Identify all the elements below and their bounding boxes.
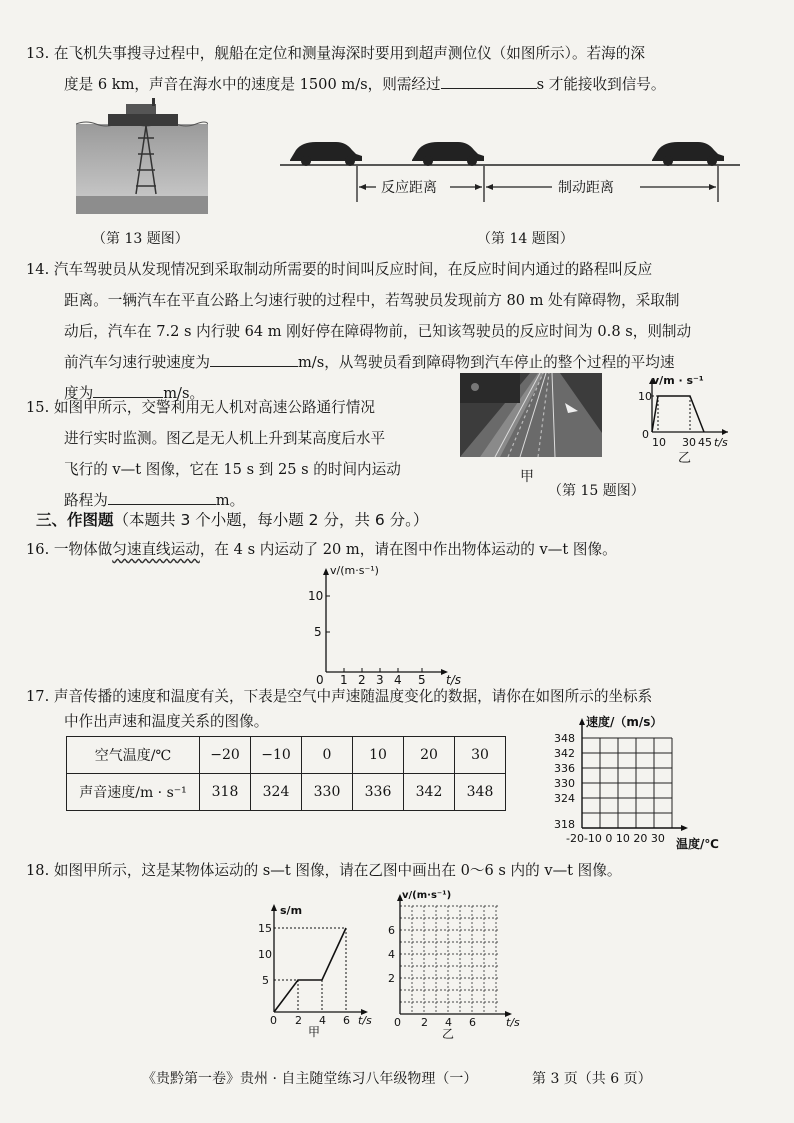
q17-y-tick: 336	[554, 762, 575, 775]
q18-line1: 18. 如图甲所示，这是某物体运动的 s—t 图像，请在乙图中画出在 0～6 s 内的 v—t 图像。	[26, 862, 622, 879]
fig15-label-jia: 甲	[520, 469, 534, 485]
q14-line3: 动后，汽车在 7.2 s 内行驶 64 m 刚好停在障碍物前，已知该驾驶员的反应时间为 0.8 s，则制动	[64, 323, 692, 340]
q18-st-x-tick: 4	[319, 1014, 326, 1027]
q15-line4: 路程为 m。	[64, 492, 245, 509]
q15-line3: 飞行的 v—t 图像，它在 15 s 到 25 s 的时间内运动	[64, 461, 401, 478]
q13-answer-blank[interactable]	[441, 87, 537, 89]
q18-st-y-tick: 10	[258, 948, 272, 961]
fig15-vt-graph	[628, 372, 740, 464]
q14-line1: 14. 汽车驾驶员从发现情况到采取制动所需要的时间叫反应时间，在反应时间内通过的路程叫反应	[26, 261, 653, 278]
q17-y-tick: 342	[554, 747, 575, 760]
fig13-caption: （第 13 题图）	[92, 231, 189, 247]
q16-x-tick-4: 4	[394, 673, 402, 687]
braking-distance-figure	[280, 130, 740, 210]
table-cell: 342	[404, 774, 455, 811]
q13-line1	[26, 38, 645, 69]
q17-y-tick: 330	[554, 777, 575, 790]
q17-line1: 17. 声音传播的速度和温度有关，下表是空气中声速随温度变化的数据，请你在如图所示的坐标系	[26, 688, 653, 705]
section-3-title: 三、作图题	[36, 511, 114, 529]
q16-x-tick-1: 1	[340, 673, 348, 687]
q18-st-caption: 甲	[308, 1025, 321, 1039]
q18-st-x-tick: 6	[343, 1014, 350, 1027]
q13-number: 13.	[26, 45, 50, 62]
q17-x-label: 温度/℃	[676, 837, 719, 851]
q18-vt-x-tick: 2	[421, 1016, 428, 1029]
q16-y-tick-5: 5	[314, 625, 322, 639]
q17-y-tick: 348	[554, 732, 575, 745]
q16-x-tick-3: 3	[376, 673, 384, 687]
q14-number: 14.	[26, 261, 50, 278]
table-cell: 30	[455, 737, 506, 774]
section-3-heading	[36, 508, 428, 530]
q16-x-tick-0: 0	[316, 673, 324, 687]
q14-line5: 度为 m/s。	[64, 385, 205, 402]
braking-distance-label: 制动距离	[558, 180, 614, 196]
table-header-speed: 声音速度/m · s⁻¹	[67, 774, 200, 811]
q16-x-tick-2: 2	[358, 673, 366, 687]
table-cell: 0	[302, 737, 353, 774]
reaction-distance-label: 反应距离	[381, 180, 437, 196]
q18-vt-x-label: t/s	[506, 1016, 520, 1029]
table-row	[67, 737, 506, 774]
footer-title: 《贵黔第一卷》贵州 · 自主随堂练习八年级物理（一）	[142, 1071, 478, 1087]
q18-vt-x-tick: 6	[469, 1016, 476, 1029]
q16-vt-axes[interactable]	[296, 560, 476, 688]
q18-st-x-tick: 2	[295, 1014, 302, 1027]
q16-x-label: t/s	[446, 673, 461, 687]
table-cell: −20	[200, 737, 251, 774]
q18-vt-grid[interactable]	[378, 886, 528, 1040]
page-number: 第 3 页（共 6 页）	[532, 1071, 652, 1087]
q15-line2: 进行实时监测。图乙是无人机上升到某高度后水平	[64, 430, 386, 447]
q16-line1: 16. 一物体做匀速直线运动，在 4 s 内运动了 20 m，请在图中作出物体运动的 v—t 图像。	[26, 541, 617, 558]
q15-answer-blank[interactable]	[108, 503, 216, 505]
q18-st-x-label: t/s	[358, 1014, 372, 1027]
sound-speed-table	[66, 736, 506, 811]
q16-x-tick-5: 5	[418, 673, 426, 687]
q18-st-y-tick: 15	[258, 922, 272, 935]
sonar-ship-figure	[76, 98, 208, 214]
q18-vt-y-label: v/(m·s⁻¹)	[402, 890, 452, 901]
q15-line1: 15. 如图甲所示，交警利用无人机对高速公路通行情况	[26, 399, 375, 416]
table-cell: 330	[302, 774, 353, 811]
q18-vt-x-tick: 0	[394, 1016, 401, 1029]
q17-x-ticks: -20-10 0 10 20 30	[566, 832, 665, 845]
q18-st-graph	[250, 900, 378, 1040]
fig15-x-tick-3: 45	[698, 436, 712, 449]
q17-y-tick: 318	[554, 818, 575, 831]
q16-y-label: v/(m·s⁻¹)	[330, 564, 379, 577]
q18-vt-y-tick: 6	[388, 924, 395, 937]
q17-grid-axes[interactable]	[548, 710, 738, 852]
highway-drone-photo	[460, 373, 602, 457]
wavy-underline-term: 匀速直线运动	[112, 541, 200, 558]
q18-st-y-tick: 5	[262, 974, 269, 987]
q16-number: 16.	[26, 541, 50, 558]
fig15-x-tick-2: 30	[682, 436, 696, 449]
table-cell: −10	[251, 737, 302, 774]
table-cell: 20	[404, 737, 455, 774]
section-3-note: （本题共 3 个小题，每小题 2 分，共 6 分。）	[113, 511, 429, 529]
table-cell: 318	[200, 774, 251, 811]
table-cell: 10	[353, 737, 404, 774]
q17-y-tick: 324	[554, 792, 575, 805]
table-row	[67, 774, 506, 811]
fig15-y-label: v/m · s⁻¹	[652, 374, 704, 387]
fig15-label-yi: 乙	[678, 451, 692, 464]
q17-number: 17.	[26, 688, 50, 705]
car-icon	[290, 142, 362, 166]
q18-st-x-tick: 0	[270, 1014, 277, 1027]
q14-line4: 前汽车匀速行驶速度为 m/s，从驾驶员看到障碍物到汽车停止的整个过程的平均速	[64, 354, 675, 371]
table-cell: 324	[251, 774, 302, 811]
q14-line2: 距离。一辆汽车在平直公路上匀速行驶的过程中，若驾驶员发现前方 80 m 处有障碍物，采取制	[64, 292, 680, 309]
q17-y-label: 速度/（m/s）	[586, 715, 663, 729]
q13-line2: 度是 6 km，声音在海水中的速度是 1500 m/s，则需经过 s 才能接收到信号。	[64, 76, 666, 93]
table-cell: 336	[353, 774, 404, 811]
q18-number: 18.	[26, 862, 50, 879]
fig15-x-tick-1: 10	[652, 436, 666, 449]
q18-vt-y-tick: 2	[388, 972, 395, 985]
q13-text-1: 在飞机失事搜寻过程中，舰船在定位和测量海深时要用到超声测位仪（如图所示）。若海的深	[53, 45, 645, 62]
q18-vt-y-tick: 4	[388, 948, 395, 961]
q18-st-y-label: s/m	[280, 904, 303, 917]
table-header-temp: 空气温度/℃	[67, 737, 200, 774]
fig14-caption: （第 14 题图）	[477, 231, 574, 247]
table-cell: 348	[455, 774, 506, 811]
q16-y-tick-10: 10	[308, 589, 324, 603]
q18-vt-x-tick: 4	[445, 1016, 452, 1029]
q14-answer-blank-1[interactable]	[210, 365, 298, 367]
fig15-y-tick: 10	[638, 390, 652, 403]
q17-line2: 中作出声速和温度关系的图像。	[64, 713, 269, 730]
fig15-x-label: t/s	[714, 436, 728, 449]
fig15-origin: 0	[642, 428, 649, 441]
q18-vt-caption: 乙	[442, 1027, 455, 1040]
q15-number: 15.	[26, 399, 50, 416]
fig15-caption: （第 15 题图）	[548, 483, 645, 499]
